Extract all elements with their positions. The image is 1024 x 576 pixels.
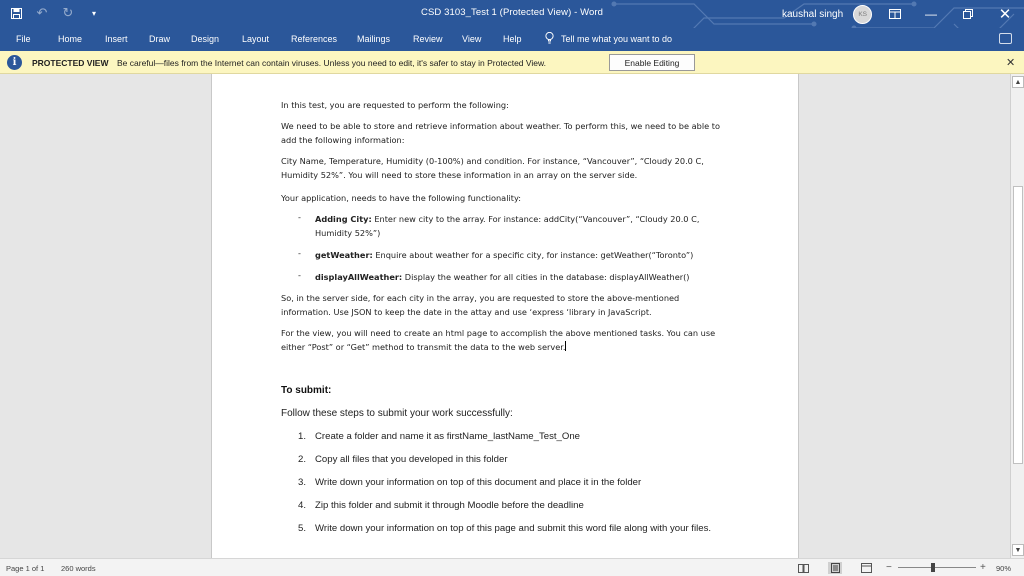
- list-number: 3.: [298, 477, 307, 488]
- lightbulb-icon: [545, 32, 554, 46]
- list-number: 2.: [298, 454, 307, 465]
- list-item-step: Copy all files that you developed in this folder: [315, 454, 508, 465]
- comments-icon[interactable]: [999, 33, 1012, 44]
- tab-mailings[interactable]: Mailings: [357, 34, 391, 44]
- bullet-marker: -: [298, 212, 301, 222]
- ribbon-tab-bar: [0, 28, 1024, 51]
- user-name: kaushal singh: [782, 9, 844, 20]
- print-layout-icon[interactable]: [828, 562, 842, 574]
- paragraph-fields: City Name, Temperature, Humidity (0-100%) and condition. For instance, “Vancouver”, “Cloudy 20.0 C, Humidity 52%”. You will need to store these information in an array on the server side.: [281, 156, 704, 180]
- tell-me-search[interactable]: [545, 32, 672, 46]
- document-page[interactable]: [211, 74, 799, 558]
- submit-heading: To submit:: [281, 385, 332, 396]
- vertical-scrollbar[interactable]: [1010, 74, 1024, 558]
- scroll-up-icon[interactable]: ▲: [1012, 76, 1024, 88]
- info-shield-icon: i: [7, 55, 22, 70]
- read-mode-icon[interactable]: [796, 562, 810, 574]
- scroll-thumb[interactable]: [1013, 186, 1023, 464]
- bullet-text: Display the weather for all cities in the database: displayAllWeather(): [402, 272, 690, 282]
- zoom-slider-thumb[interactable]: [931, 563, 935, 572]
- close-icon[interactable]: ✕: [998, 6, 1012, 23]
- document-area: [0, 74, 1010, 558]
- tab-view[interactable]: View: [462, 34, 482, 44]
- user-account[interactable]: [782, 5, 872, 24]
- bullet-marker: -: [298, 248, 301, 258]
- list-item-step: Create a folder and name it as firstName_lastName_Test_One: [315, 431, 581, 442]
- bullet-term: getWeather:: [315, 250, 373, 260]
- status-bar: [0, 558, 1024, 576]
- bullet-text: Enter new city to the array. For instance: addCity(“Vancouver”, “Cloudy 20.0 C, Humidity 52%”): [315, 214, 700, 238]
- tab-draw[interactable]: Draw: [149, 34, 171, 44]
- tell-me-label: Tell me what you want to do: [561, 34, 673, 44]
- zoom-in-icon[interactable]: +: [980, 562, 986, 573]
- protected-view-bar: [0, 51, 1024, 74]
- list-item-step: Write down your information on top of this page and submit this word file along with your files.: [315, 523, 712, 534]
- restore-icon[interactable]: [951, 0, 985, 28]
- redo-icon[interactable]: ↻: [62, 5, 74, 20]
- tab-design[interactable]: Design: [191, 34, 220, 44]
- minimize-icon[interactable]: —: [925, 7, 937, 21]
- zoom-level[interactable]: 90%: [996, 564, 1012, 573]
- paragraph-view-text: For the view, you will need to create an html page to accomplish the above mentioned tasks. You can use either “Post” or “Get” method to transmit the data to the web server.: [281, 328, 716, 352]
- tab-layout[interactable]: Layout: [242, 34, 270, 44]
- list-number: 4.: [298, 500, 307, 511]
- ribbon-display-options-icon[interactable]: [878, 0, 912, 28]
- list-number: 1.: [298, 431, 307, 442]
- paragraph-functionality: Your application, needs to have the following functionality:: [281, 193, 521, 203]
- enable-editing-button[interactable]: Enable Editing: [609, 54, 695, 71]
- tab-help[interactable]: Help: [503, 34, 522, 44]
- paragraph-intro: In this test, you are requested to perform the following:: [281, 100, 509, 110]
- list-item-adding-city: [315, 212, 735, 240]
- submit-intro: Follow these steps to submit your work successfully:: [281, 408, 513, 419]
- page-count[interactable]: Page 1 of 1: [6, 564, 45, 573]
- word-count[interactable]: 260 words: [61, 564, 96, 573]
- window-title: CSD 3103_Test 1 (Protected View) - Word: [420, 7, 603, 18]
- list-item-display-all: [315, 270, 735, 284]
- paragraph-server-side: So, in the server side, for each city in the array, you are requested to store the above-mentioned information. Use JSON to keep the date in the attay and use ‘express ‘library in JavaScript.: [281, 293, 680, 317]
- paragraph-view: [281, 326, 731, 354]
- customize-toolbar-icon[interactable]: ▾: [91, 8, 96, 18]
- avatar[interactable]: KS: [853, 5, 872, 24]
- bullet-term: displayAllWeather:: [315, 272, 403, 282]
- bullet-marker: -: [298, 270, 301, 280]
- close-icon[interactable]: ✕: [1006, 57, 1016, 69]
- undo-icon[interactable]: ↶: [36, 5, 48, 20]
- protected-view-message: Be careful—files from the Internet can contain viruses. Unless you need to edit, it's safer to stay in Protected View.: [117, 58, 547, 68]
- list-number: 5.: [298, 523, 307, 534]
- title-bar: [0, 0, 1024, 28]
- text-cursor: [565, 341, 566, 351]
- zoom-out-icon[interactable]: −: [886, 562, 892, 573]
- bullet-text: Enquire about weather for a specific city, for instance: getWeather(“Toronto”): [372, 250, 694, 260]
- bullet-term: Adding City:: [315, 214, 372, 224]
- tab-home[interactable]: Home: [58, 34, 83, 44]
- paragraph-requirements: We need to be able to store and retrieve information about weather. To perform this, we need to be able to add the following information:: [281, 121, 720, 145]
- tab-references[interactable]: References: [291, 34, 338, 44]
- list-item-step: Zip this folder and submit it through Moodle before the deadline: [315, 500, 584, 511]
- list-item-step: Write down your information on top of this document and place it in the folder: [315, 477, 642, 488]
- tab-review[interactable]: Review: [413, 34, 443, 44]
- list-item-get-weather: [315, 248, 735, 262]
- zoom-slider[interactable]: [898, 567, 976, 568]
- tab-file[interactable]: File: [16, 34, 31, 44]
- scroll-down-icon[interactable]: ▼: [1012, 544, 1024, 556]
- protected-view-heading: PROTECTED VIEW: [32, 58, 109, 68]
- tab-insert[interactable]: Insert: [105, 34, 128, 44]
- web-layout-icon[interactable]: [859, 562, 873, 574]
